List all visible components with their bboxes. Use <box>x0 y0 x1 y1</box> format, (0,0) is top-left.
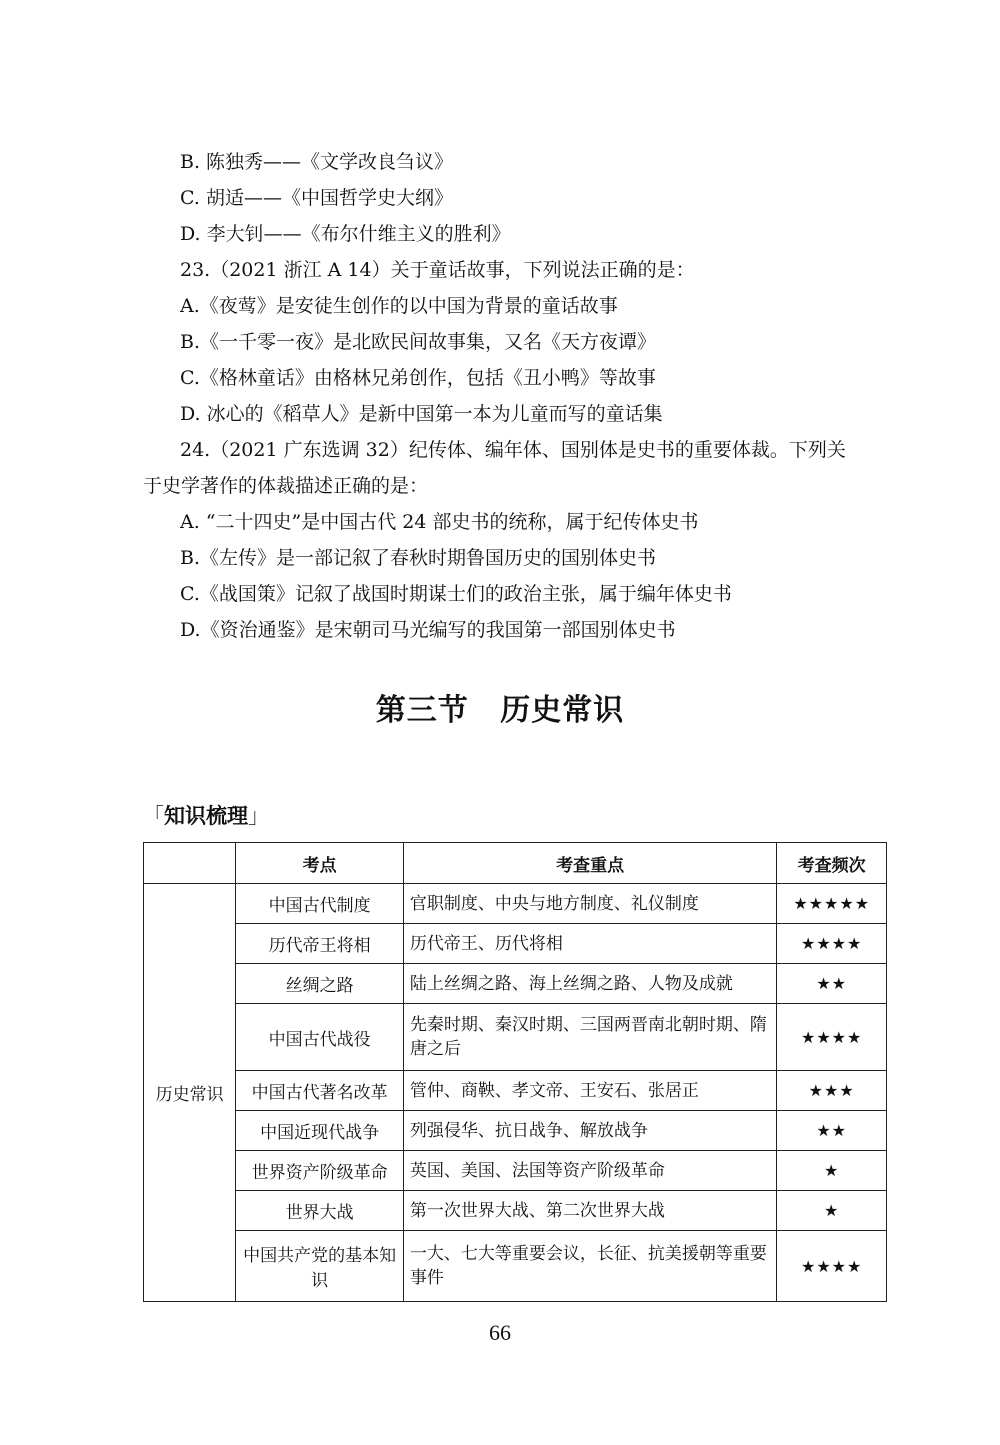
frequency-cell: ★★★ <box>777 1071 887 1111</box>
frequency-cell: ★★★★ <box>777 1231 887 1302</box>
table-row <box>144 1151 887 1191</box>
table-row <box>144 924 887 964</box>
topic-cell: 中国近现代战争 <box>236 1111 403 1151</box>
subsection-text: 知识梳理 <box>164 804 248 828</box>
frequency-cell: ★★★★★ <box>777 884 887 924</box>
focus-cell: 列强侵华、抗日战争、解放战争 <box>403 1111 777 1151</box>
topic-cell: 中国古代制度 <box>236 884 403 924</box>
frequency-cell: ★★ <box>777 1111 887 1151</box>
table-row <box>144 884 887 924</box>
table-row <box>144 1004 887 1071</box>
topic-cell: 世界资产阶级革命 <box>236 1151 403 1191</box>
focus-cell: 陆上丝绸之路、海上丝绸之路、人物及成就 <box>403 964 777 1004</box>
section-title: 第三节 历史常识 <box>375 693 625 728</box>
question-text <box>143 144 893 648</box>
table-header-row <box>144 843 887 884</box>
page-number: 66 <box>489 1320 511 1345</box>
header-cell <box>144 843 236 884</box>
text-line: 于史学著作的体裁描述正确的是： <box>143 475 429 497</box>
topic-cell: 世界大战 <box>236 1191 403 1231</box>
text-line: C. 胡适——《中国哲学史大纲》 <box>180 187 453 209</box>
frequency-cell: ★★★★ <box>777 1004 887 1071</box>
table-row <box>144 1111 887 1151</box>
focus-cell: 管仲、商鞅、孝文帝、王安石、张居正 <box>403 1071 777 1111</box>
text-line: C.《战国策》记叙了战国时期谋士们的政治主张，属于编年体史书 <box>180 583 732 605</box>
text-line: A. “二十四史”是中国古代 24 部史书的统称，属于纪传体史书 <box>180 511 699 533</box>
table-row <box>144 1191 887 1231</box>
text-line: D. 李大钊——《布尔什维主义的胜利》 <box>180 223 511 245</box>
header-cell: 考查频次 <box>777 843 887 884</box>
bracket-open: 「 <box>143 804 164 828</box>
bracket-close: 」 <box>248 804 269 828</box>
table-row <box>144 964 887 1004</box>
text-line: C.《格林童话》由格林兄弟创作，包括《丑小鸭》等故事 <box>180 367 656 389</box>
topic-cell: 丝绸之路 <box>236 964 403 1004</box>
frequency-cell: ★★ <box>777 964 887 1004</box>
frequency-cell: ★★★★ <box>777 924 887 964</box>
text-line: B.《左传》是一部记叙了春秋时期鲁国历史的国别体史书 <box>180 547 657 569</box>
focus-cell: 官职制度、中央与地方制度、礼仪制度 <box>403 884 777 924</box>
focus-cell: 第一次世界大战、第二次世界大战 <box>403 1191 777 1231</box>
frequency-cell: ★ <box>777 1191 887 1231</box>
topic-cell: 中国共产党的基本知识 <box>236 1231 403 1302</box>
text-line: B. 陈独秀——《文学改良刍议》 <box>180 151 454 173</box>
table-row <box>144 1231 887 1302</box>
frequency-cell: ★ <box>777 1151 887 1191</box>
header-cell: 考点 <box>236 843 403 884</box>
group-cell: 历史常识 <box>144 884 236 1302</box>
text-line: 24.（2021 广东选调 32）纪传体、编年体、国别体是史书的重要体裁。下列关 <box>180 439 846 461</box>
focus-cell: 先秦时期、秦汉时期、三国两晋南北朝时期、隋唐之后 <box>403 1004 777 1071</box>
knowledge-table <box>143 842 887 1302</box>
focus-cell: 英国、美国、法国等资产阶级革命 <box>403 1151 777 1191</box>
subsection-label <box>143 800 269 830</box>
text-line: 23.（2021 浙江 A 14）关于童话故事，下列说法正确的是： <box>180 259 695 281</box>
focus-cell: 历代帝王、历代将相 <box>403 924 777 964</box>
text-line: B.《一千零一夜》是北欧民间故事集，又名《天方夜谭》 <box>180 331 657 353</box>
text-line: A.《夜莺》是安徒生创作的以中国为背景的童话故事 <box>180 295 618 317</box>
topic-cell: 历代帝王将相 <box>236 924 403 964</box>
header-cell: 考查重点 <box>403 843 777 884</box>
topic-cell: 中国古代战役 <box>236 1004 403 1071</box>
text-line: D. 冰心的《稻草人》是新中国第一本为儿童而写的童话集 <box>180 403 663 425</box>
table-row <box>144 1071 887 1111</box>
text-line: D.《资治通鉴》是宋朝司马光编写的我国第一部国别体史书 <box>180 619 676 641</box>
focus-cell: 一大、七大等重要会议，长征、抗美援朝等重要事件 <box>403 1231 777 1302</box>
topic-cell: 中国古代著名改革 <box>236 1071 403 1111</box>
table-body <box>144 884 887 1302</box>
